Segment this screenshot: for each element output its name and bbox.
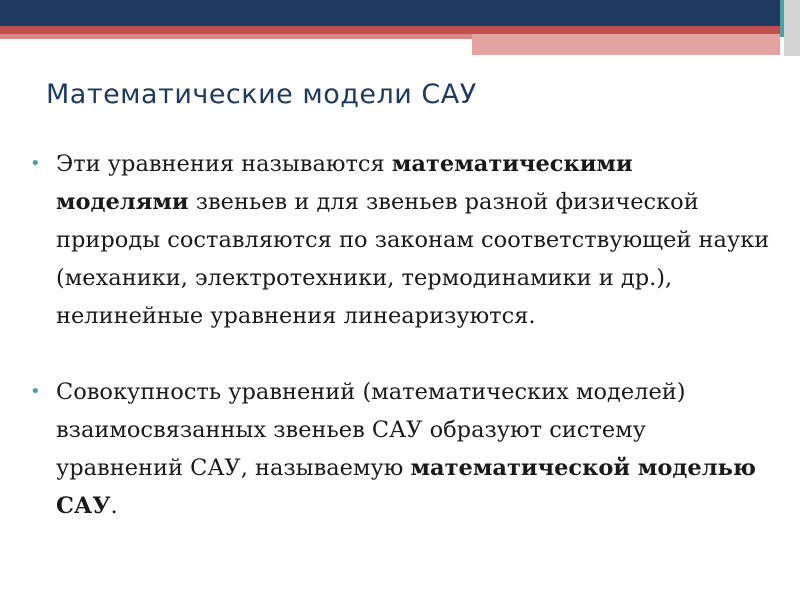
header-red-bar <box>0 26 780 34</box>
bullet-1-bold-term: математическими моделями <box>56 151 633 215</box>
header-grey-edge <box>784 0 800 56</box>
bullet-2-bold-term: математической моделью САУ <box>56 455 756 519</box>
header-pink-tab <box>472 34 780 55</box>
header-navy-bar <box>0 0 780 26</box>
bullet-1-text-rest: звеньев и для звеньев разной физической природы составляются по законам соответствующей науки (механики, электротехники, термодинамики и др.), нелинейные уравнения линеаризуются. <box>56 189 770 329</box>
bullet-1-text: Эти уравнения называются <box>56 151 392 177</box>
bullet-2-text-rest: . <box>110 493 118 519</box>
bullet-item-1 <box>30 145 770 335</box>
slide-title: Математические модели САУ <box>46 79 477 110</box>
bullet-dot-icon: • <box>30 153 41 174</box>
bullet-2-text: Совокупность уравнений (математических моделей) взаимосвязанных звеньев САУ образуют систему уравнений САУ, называемую <box>56 379 686 481</box>
bullet-item-2 <box>30 373 770 525</box>
bullet-dot-icon: • <box>30 381 41 402</box>
bullet-list <box>30 145 770 525</box>
